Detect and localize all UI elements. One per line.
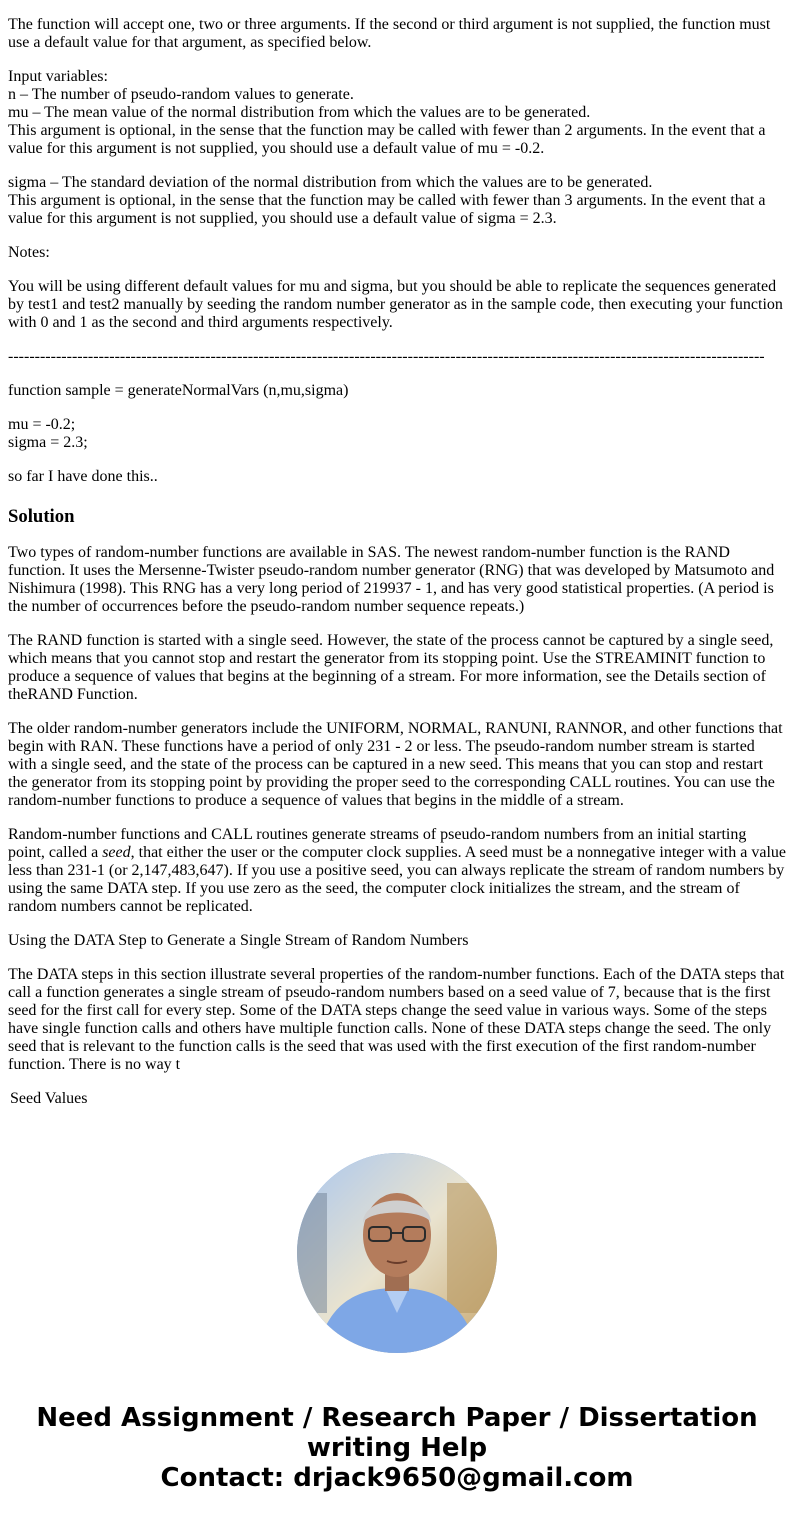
seed-text-after: , that either the user or the computer clock supplies. A seed must be a nonnegative integer with a value less than 231-1 (or 2,147,483,647). If you use a positive seed, you can always replicate the stream of random numbers by using the same DATA step. If you use zero as the seed, the computer clock initializes the stream, and the stream of random numbers cannot be replicated. — [8, 844, 786, 915]
seed-values-label: Seed Values — [10, 1090, 88, 1107]
so-far-text: so far I have done this.. — [8, 468, 158, 485]
author-portrait-icon — [297, 1153, 497, 1353]
notes-body: You will be using different default values for mu and sigma, but you should be able to replicate the sequences generated by test1 and test2 manually by seeding the random number generator as in the sample code, then executing your function with 0 and 1 as the second and third arguments respectively. — [8, 278, 783, 331]
sigma-optional-note: This argument is optional, in the sense that the function may be called with fewer than 3 arguments. In the event that a value for this argument is not supplied, you should use a default value of sigma = 2.3. — [8, 192, 766, 227]
n-description: n – The number of pseudo-random values to generate. — [8, 86, 354, 103]
solution-paragraph-3: The older random-number generators include the UNIFORM, NORMAL, RANUNI, RANNOR, and other functions that begin with RAN. These functions have a period of only 231 - 2 or less. The pseudo-random number stream is started with a single seed, and the state of the process can be captured in a new seed. This means that you can stop and restart the generator from its stopping point by providing the proper seed to the corresponding CALL routines. You can use the random-number functions to produce a sequence of values that begins in the middle of a stream. — [8, 720, 783, 809]
seed-text-before: Random-number functions and CALL routines generate streams of pseudo-random numbers from an initial starting point, called a — [8, 826, 747, 861]
sigma-description: sigma – The standard deviation of the normal distribution from which the values are to be generated. — [8, 174, 653, 191]
code-sigma-default: sigma = 2.3; — [8, 434, 88, 451]
footer-line-1: Need Assignment / Research Paper / Dissertation — [36, 1403, 758, 1433]
input-variables-title: Input variables: — [8, 68, 108, 85]
input-variables-block — [8, 68, 786, 158]
solution-paragraph-1: Two types of random-number functions are available in SAS. The newest random-number function is the RAND function. It uses the Mersenne-Twister pseudo-random number generator (RNG) that was developed by Matsumoto and Nishimura (1998). This RNG has a very long period of 219937 - 1, and has very good statistical properties. (A period is the number of occurrences before the pseudo-random number sequence repeats.) — [8, 544, 775, 615]
mu-description: mu – The mean value of the normal distribution from which the values are to be generated. — [8, 104, 591, 121]
avatar — [297, 1153, 497, 1353]
solution-paragraph-2: The RAND function is started with a single seed. However, the state of the process cannot be captured by a single seed, which means that you cannot stop and restart the generator from its stopping point. Use the STREAMINIT function to produce a sequence of values that begins at the beginning of a stream. For more information, see the Details section of theRAND Function. — [8, 632, 774, 703]
footer-contact: Contact: drjack9650@gmail.com — [160, 1463, 634, 1493]
separator-line: ---------------------------------------------------------------------------------------------------------------------------------------------- — [8, 348, 765, 365]
sigma-block — [8, 174, 786, 228]
solution-paragraph-4 — [8, 826, 786, 916]
footer-banner — [0, 1403, 794, 1493]
code-signature: function sample = generateNormalVars (n,mu,sigma) — [8, 382, 349, 399]
notes-title: Notes: — [8, 244, 50, 261]
code-mu-default: mu = -0.2; — [8, 416, 76, 433]
intro-paragraph: The function will accept one, two or three arguments. If the second or third argument is not supplied, the function must use a default value for that argument, as specified below. — [8, 16, 771, 51]
solution-heading: Solution — [8, 506, 75, 527]
footer-line-2: writing Help — [306, 1433, 488, 1463]
seed-term: seed — [102, 844, 131, 861]
mu-optional-note: This argument is optional, in the sense that the function may be called with fewer than 2 arguments. In the event that a value for this argument is not supplied, you should use a default value of mu = -0.2. — [8, 122, 766, 157]
code-defaults — [8, 416, 786, 452]
solution-subheading: Using the DATA Step to Generate a Single Stream of Random Numbers — [8, 932, 469, 949]
solution-paragraph-6: The DATA steps in this section illustrate several properties of the random-number functions. Each of the DATA steps that call a function generates a single stream of pseudo-random numbers based on a seed value of 7, because that is the first seed for the first call for every step. Some of the DATA steps change the seed value in various ways. Some of the steps have single function calls and others have multiple function calls. None of these DATA steps change the seed. The only seed that is relevant to the function calls is the seed that was used with the first execution of the first random-number function. There is no way t — [8, 966, 785, 1073]
document-body — [8, 16, 786, 1108]
